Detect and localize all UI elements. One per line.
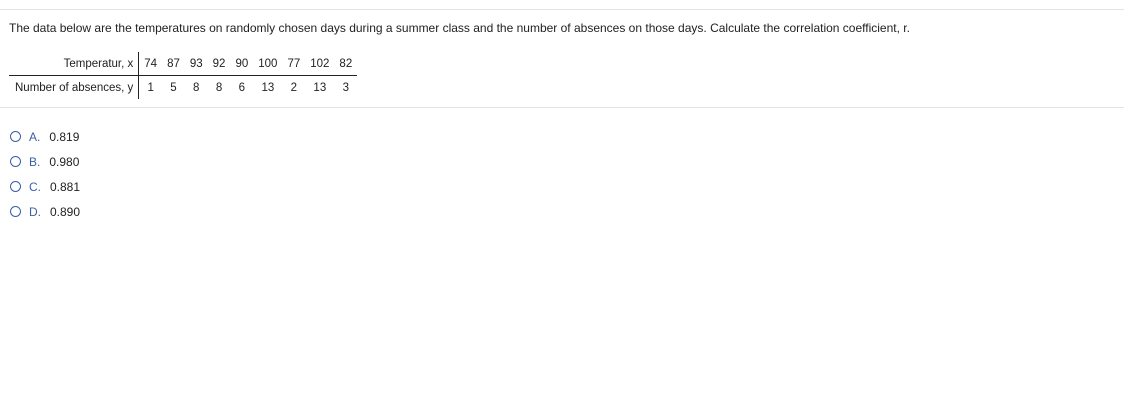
choice-value: 0.819: [49, 129, 80, 144]
radio-button-d[interactable]: [10, 206, 21, 217]
choice-value: 0.890: [50, 204, 81, 219]
table-cell: 77: [282, 52, 305, 76]
radio-button-c[interactable]: [10, 181, 21, 192]
table-cell: 82: [334, 52, 357, 76]
table-cell: 6: [238, 81, 246, 94]
table-cell: 8: [193, 81, 200, 94]
table-cell: 87: [162, 52, 185, 76]
table-cell: 2: [290, 81, 298, 94]
section-divider: [0, 107, 1124, 108]
table-cell: 100: [253, 52, 282, 76]
row-label-temperature: Temperatur, x: [9, 52, 139, 76]
choice-letter: B.: [29, 154, 41, 169]
table-cell: 1: [147, 81, 154, 94]
choice-letter: A.: [29, 129, 41, 144]
table-cell: 13: [313, 81, 327, 94]
choice-a[interactable]: [10, 124, 80, 149]
table-cell: 74: [139, 52, 162, 76]
radio-button-a[interactable]: [10, 131, 21, 142]
table-row-absences: [9, 76, 357, 100]
table-cell: 93: [185, 52, 208, 76]
choice-value: 0.881: [50, 179, 81, 194]
choice-letter: C.: [29, 179, 41, 194]
table-cell: 92: [208, 52, 231, 76]
choice-value: 0.980: [49, 154, 80, 169]
choice-letter: D.: [29, 204, 41, 219]
row-label-absences: Number of absences, y: [9, 76, 139, 100]
question-text: The data below are the temperatures on randomly chosen days during a summer class and the number of absences on those days. Calculate the correlation coefficient, r.: [9, 21, 910, 35]
table-cell: 13: [261, 81, 275, 94]
top-divider: [0, 9, 1124, 10]
table-cell: 5: [170, 81, 177, 94]
table-cell: 90: [230, 52, 253, 76]
choice-d[interactable]: [10, 199, 80, 224]
radio-button-b[interactable]: [10, 156, 21, 167]
table-cell: 3: [342, 81, 350, 94]
table-row-temperature: [9, 52, 357, 76]
data-table: [9, 52, 357, 99]
answer-choices: [10, 124, 80, 224]
table-cell: 8: [215, 81, 223, 94]
table-cell: 102: [305, 52, 334, 76]
choice-b[interactable]: [10, 149, 80, 174]
choice-c[interactable]: [10, 174, 80, 199]
